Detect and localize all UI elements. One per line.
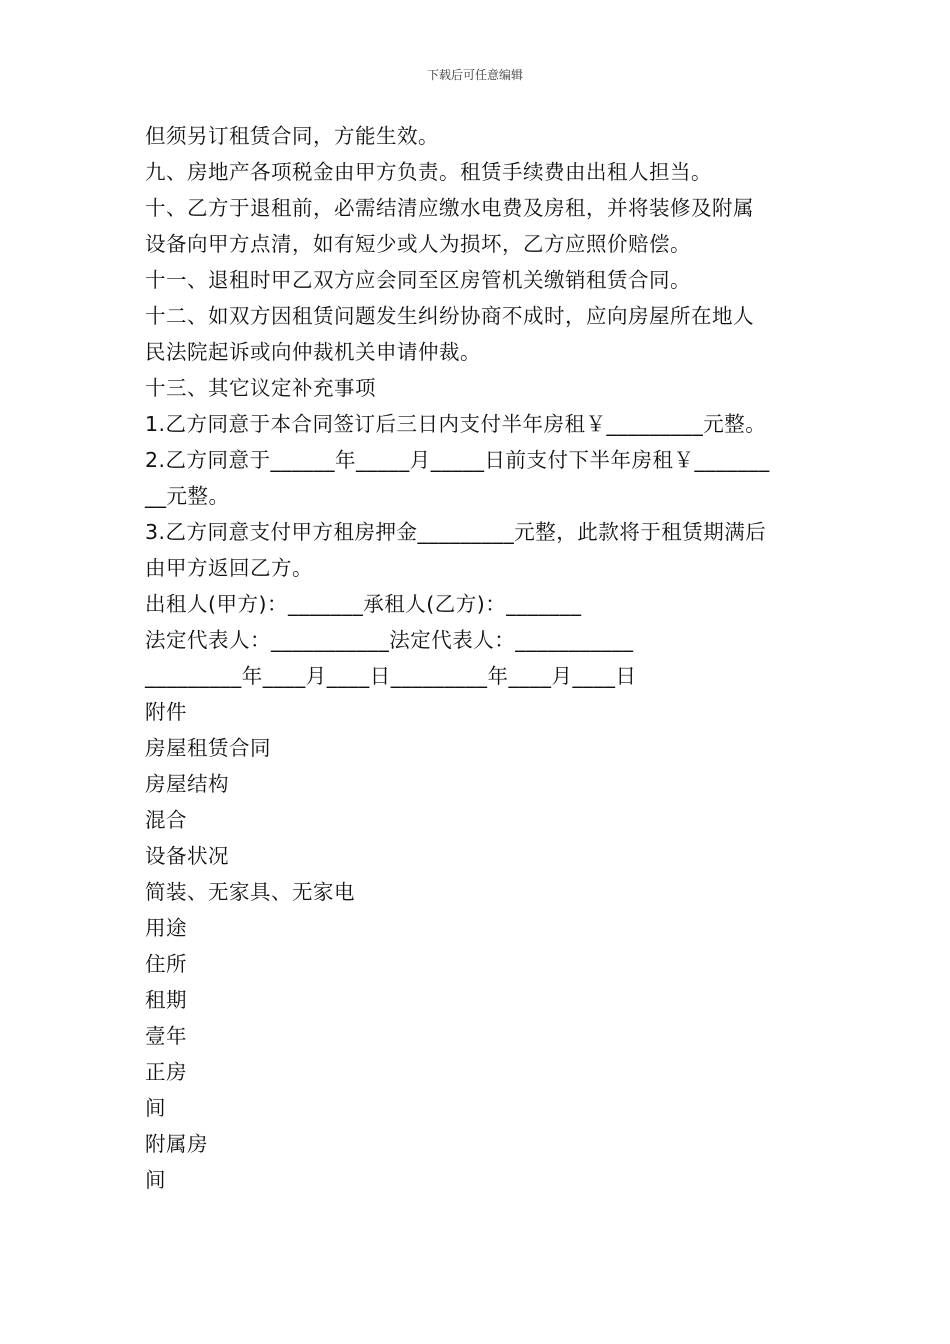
document-body — [145, 118, 815, 1198]
text-line: 十三、其它议定补充事项 — [145, 376, 376, 400]
text-line: 正房 — [145, 1060, 187, 1084]
page-header: 下载后可任意编辑 — [426, 68, 523, 82]
text-line: 附属房 — [145, 1132, 208, 1156]
text-line: 用途 — [145, 916, 187, 940]
text-line: 民法院起诉或向仲裁机关申请仲裁。 — [145, 340, 481, 364]
text-line: __元整。 — [145, 484, 230, 508]
text-line: 出租人(甲方)：_______承租人(乙方)：_______ — [145, 592, 582, 616]
text-line: 十一、退租时甲乙双方应会同至区房管机关缴销租赁合同。 — [145, 268, 691, 292]
text-line: 间 — [145, 1096, 166, 1120]
text-line: 十、乙方于退租前，必需结清应缴水电费及房租，并将装修及附属 — [145, 196, 754, 220]
text-line: 房屋结构 — [145, 772, 229, 796]
text-line: 由甲方返回乙方。 — [145, 556, 313, 580]
text-line: 附件 — [145, 700, 187, 724]
text-line: 九、房地产各项税金由甲方负责。租赁手续费由出租人担当。 — [145, 160, 712, 184]
text-line: 1.乙方同意于本合同签订后三日内支付半年房租￥_________元整。 — [145, 412, 767, 436]
text-line: 设备向甲方点清，如有短少或人为损坏，乙方应照价赔偿。 — [145, 232, 691, 256]
text-line: 2.乙方同意于______年_____月_____日前支付下半年房租￥_______ — [145, 448, 770, 472]
text-line: 间 — [145, 1168, 166, 1192]
text-line: 租期 — [145, 988, 187, 1012]
text-line: 住所 — [145, 952, 187, 976]
text-line: 法定代表人：___________法定代表人：___________ — [145, 628, 634, 652]
text-line: 混合 — [145, 808, 187, 832]
text-line: 设备状况 — [145, 844, 229, 868]
text-line: 但须另订租赁合同，方能生效。 — [145, 124, 439, 148]
text-line: 十二、如双方因租赁问题发生纠纷协商不成时，应向房屋所在地人 — [145, 304, 754, 328]
text-line: 3.乙方同意支付甲方租房押金_________元整，此款将于租赁期满后 — [145, 520, 767, 544]
text-line: 房屋租赁合同 — [145, 736, 271, 760]
text-line: 壹年 — [145, 1024, 187, 1048]
text-line: 简装、无家具、无家电 — [145, 880, 355, 904]
text-line: _________年____月____日_________年____月____日 — [145, 664, 637, 688]
